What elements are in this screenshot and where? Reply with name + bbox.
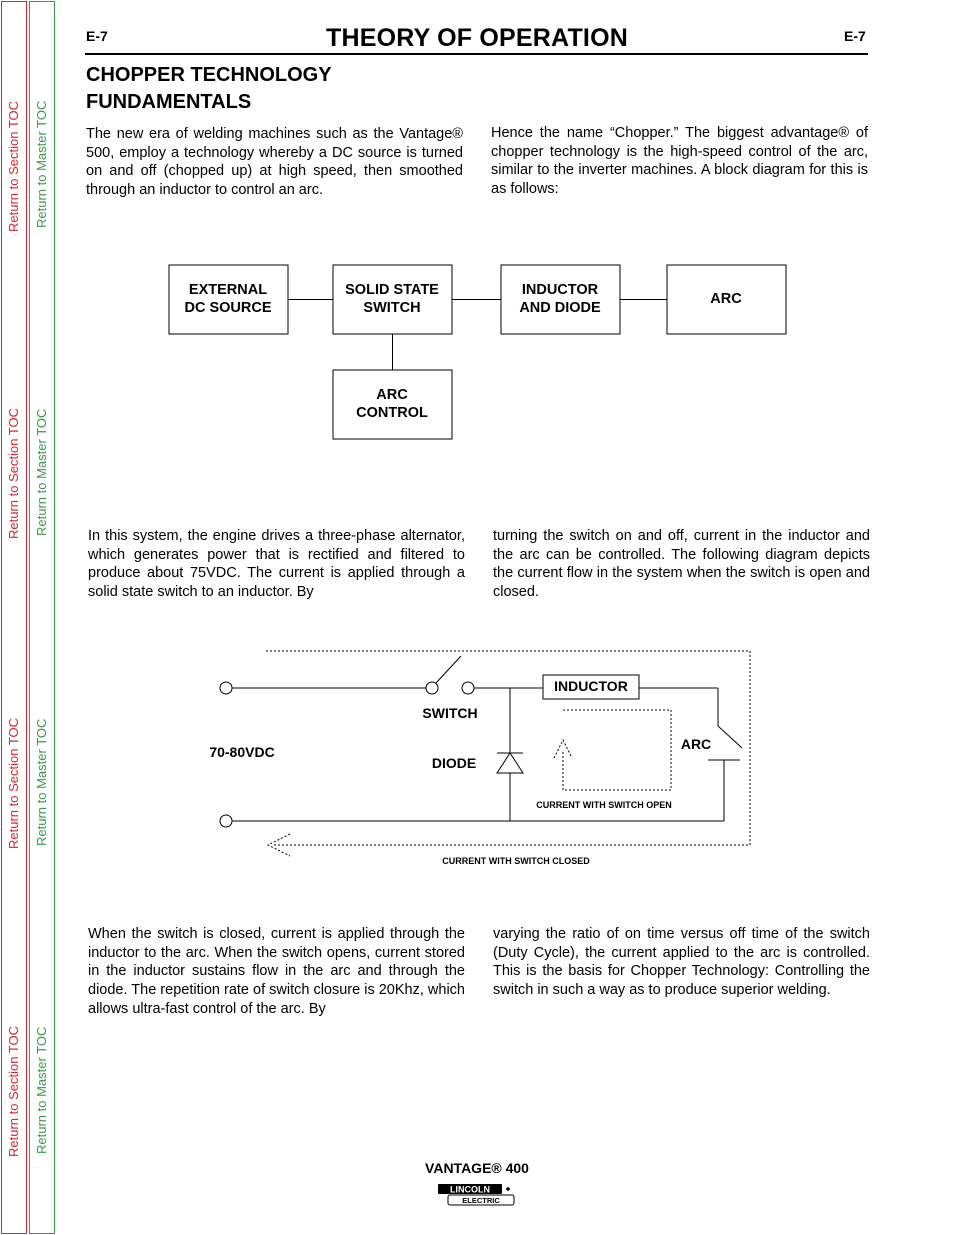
return-to-master-toc-link[interactable]: Return to Master TOC	[34, 408, 49, 536]
block-external-label: DC SOURCE	[184, 300, 272, 316]
page-code-right: E-7	[844, 28, 866, 44]
circuit-inductor-label: INDUCTOR	[554, 678, 628, 694]
operation-paragraph-left: When the switch is closed, current is applied through the inductor to the arc. When the switch opens, current stored in the inductor sustains flow in the arc and through the diode. The repetition rate of switch closure is 20Khz, which allows ultra-fast control of the arc. By	[88, 926, 465, 1017]
circuit-diode-label: DIODE	[431, 755, 477, 771]
lincoln-electric-logo	[436, 1180, 516, 1207]
intro-paragraph-left: The new era of welding machines such as the Vantage® 500, employ a technology whereby a DC source is turned on and off (chopped up) at high speed, then smoothed through an inductor to control an arc.	[86, 126, 463, 199]
system-paragraph-left: In this system, the engine drives a three-phase alternator, which generates power that is rectified and filtered to produce about 75VDC. The current is applied through a solid state switch to an inductor. By	[88, 528, 465, 601]
block-inductor-label: AND DIODE	[519, 300, 601, 316]
circuit-arc-label: ARC	[680, 736, 712, 752]
return-to-section-toc-link[interactable]: Return to Section TOC	[6, 717, 21, 849]
page-title: THEORY OF OPERATION	[326, 24, 628, 52]
return-to-master-toc-link[interactable]: Return to Master TOC	[34, 100, 49, 228]
operation-paragraph-right: varying the ratio of on time versus off time of the switch (Duty Cycle), the current applied to the arc is controlled. This is the basis for Chopper Technology: Controlling the switch in such a way as to produce superior welding.	[493, 926, 870, 999]
circuit-diagram	[0, 600, 954, 890]
return-to-section-toc-link[interactable]: Return to Section TOC	[6, 100, 21, 232]
intro-paragraph-right: Hence the name “Chopper.” The biggest advantage® of chopper technology is the high-speed control of the arc, similar to the inverter machines. A block diagram for this is as follows:	[491, 125, 868, 198]
block-arc-control-label: ARC	[376, 387, 408, 403]
block-diagram	[0, 0, 954, 460]
circuit-voltage-label: 70-80VDC	[209, 744, 275, 760]
block-inductor-label: INDUCTOR	[521, 282, 599, 298]
system-paragraph-right: turning the switch on and off, current in the inductor and the arc can be controlled. The following diagram depicts the current flow in the system when the switch is open and closed.	[493, 528, 870, 601]
circuit-switch-label: SWITCH	[422, 705, 478, 721]
section-heading-line2: FUNDAMENTALS	[86, 91, 252, 113]
return-to-master-toc-link[interactable]: Return to Master TOC	[34, 718, 49, 846]
current-switch-open-label: CURRENT WITH SWITCH OPEN	[536, 800, 672, 810]
page-code-left: E-7	[86, 28, 108, 44]
logo-bottom-text: ELECTRIC	[462, 1196, 500, 1205]
block-switch-label: SOLID STATE	[345, 282, 439, 298]
current-switch-closed-label: CURRENT WITH SWITCH CLOSED	[442, 856, 590, 866]
return-to-master-toc-link[interactable]: Return to Master TOC	[34, 1026, 49, 1154]
return-to-section-toc-link[interactable]: Return to Section TOC	[6, 1025, 21, 1157]
block-switch-label: SWITCH	[363, 300, 421, 316]
footer-model-name: VANTAGE® 400	[425, 1160, 529, 1176]
block-arc-control-label: CONTROL	[356, 405, 428, 421]
block-external-label: EXTERNAL	[188, 282, 268, 298]
logo-top-text: LINCOLN	[450, 1184, 490, 1195]
return-to-section-toc-link[interactable]: Return to Section TOC	[6, 407, 21, 539]
section-heading-line1: CHOPPER TECHNOLOGY	[86, 64, 332, 86]
block-arc-label: ARC	[710, 291, 742, 307]
